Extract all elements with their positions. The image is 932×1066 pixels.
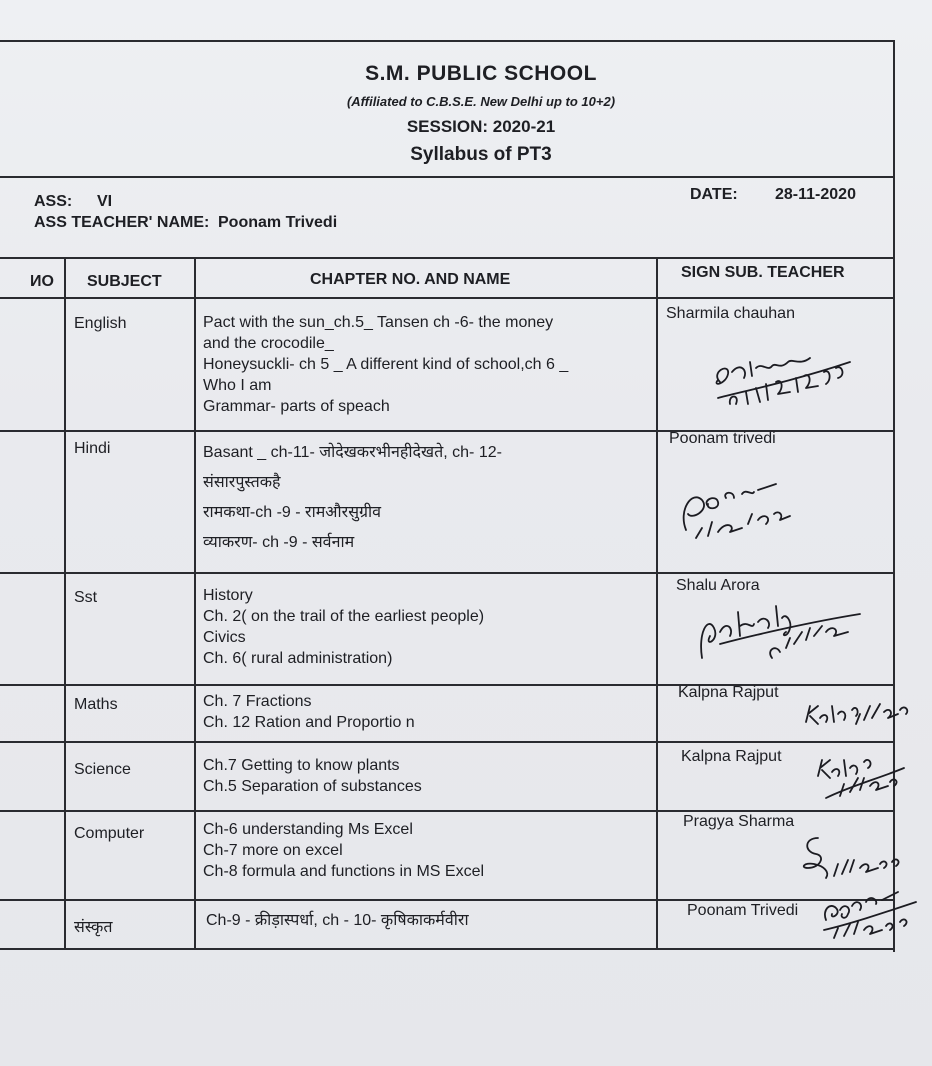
- column-divider: [194, 257, 196, 950]
- column-header-no: ИO: [30, 273, 54, 290]
- teacher-name: Poonam trivedi: [669, 430, 776, 447]
- teacher-signature: [672, 470, 802, 550]
- chapter-line: Ch. 7 Fractions: [203, 693, 312, 710]
- chapter-line: Ch.5 Separation of substances: [203, 778, 422, 795]
- chapter-line: संसारपुस्तकहै: [203, 474, 281, 491]
- teacher-name: Shalu Arora: [676, 577, 760, 594]
- subject-cell: संस्कृत: [74, 919, 113, 936]
- table-bottom-border: [0, 948, 895, 950]
- subject-cell: English: [74, 315, 127, 332]
- chapter-line: Ch. 12 Ration and Proportio n: [203, 714, 415, 731]
- chapter-cell: [203, 438, 653, 558]
- chapter-line: and the crocodile_: [203, 335, 334, 352]
- chapter-line: Ch-8 formula and functions in MS Excel: [203, 863, 485, 880]
- column-divider: [64, 257, 66, 950]
- date-label: DATE:: [690, 186, 738, 203]
- header-row-border: [0, 297, 895, 299]
- class-teacher-label: ASS TEACHER' NAME:: [34, 214, 210, 231]
- chapter-cell: [203, 755, 653, 797]
- teacher-name: Sharmila chauhan: [666, 305, 795, 322]
- chapter-cell: [203, 585, 653, 669]
- chapter-cell: [206, 910, 656, 931]
- teacher-name: Kalpna Rajput: [681, 748, 782, 765]
- chapter-line: Basant _ ch-11- जोदेखकरभीनहीदेखते, ch- 12-: [203, 444, 502, 461]
- teacher-name: Pragya Sharma: [683, 813, 795, 830]
- subject-cell: Hindi: [74, 440, 111, 457]
- teacher-signature: [810, 738, 910, 802]
- column-header-subject: SUBJECT: [87, 273, 162, 290]
- chapter-line: Who I am: [203, 377, 272, 394]
- chapter-line: Ch. 6( rural administration): [203, 650, 393, 667]
- row-border: [0, 810, 895, 812]
- school-name: S.M. PUBLIC SCHOOL: [365, 62, 597, 85]
- subject-cell: Science: [74, 761, 131, 778]
- teacher-name: Kalpna Rajput: [678, 684, 779, 701]
- row-border: [0, 572, 895, 574]
- chapter-line: Pact with the sun_ch.5_ Tansen ch -6- the money: [203, 314, 554, 331]
- chapter-cell: [203, 691, 653, 733]
- teacher-signature: [690, 592, 890, 670]
- chapter-cell: [203, 312, 653, 417]
- chapter-line: History: [203, 587, 253, 604]
- chapter-line: Ch-9 - क्रीड़ास्पर्धा, ch - 10- कृषिकाकर्मवीरा: [206, 912, 469, 929]
- subject-cell: Computer: [74, 825, 145, 842]
- chapter-line: Ch. 2( on the trail of the earliest people): [203, 608, 485, 625]
- affiliation-line: (Affiliated to C.B.S.E. New Delhi up to 10+2): [346, 94, 616, 109]
- chapter-line: Honeysuckli- ch 5 _ A different kind of school,ch 6 _: [203, 356, 569, 373]
- chapter-line: व्याकरण- ch -9 - सर्वनाम: [203, 534, 355, 551]
- chapter-cell: [203, 819, 653, 882]
- chapter-line: Ch-6 understanding Ms Excel: [203, 821, 413, 838]
- teacher-signature: [820, 880, 925, 944]
- column-header-chapter: CHAPTER NO. AND NAME: [310, 271, 511, 288]
- teacher-signature: [800, 684, 915, 736]
- subject-cell: Sst: [74, 589, 98, 606]
- class-value: VI: [97, 193, 113, 210]
- row-border: [0, 741, 895, 743]
- column-header-sign: SIGN SUB. TEACHER: [681, 264, 845, 281]
- subject-cell: Maths: [74, 696, 118, 713]
- column-divider: [656, 257, 658, 950]
- chapter-line: Grammar- parts of speach: [203, 398, 390, 415]
- chapter-line: रामकथा-ch -9 - रामऔरसुग्रीव: [203, 504, 382, 521]
- date-value: 28-11-2020: [775, 186, 856, 203]
- class-label: ASS:: [34, 193, 73, 210]
- class-teacher-value: Poonam Trivedi: [218, 214, 338, 231]
- chapter-line: Civics: [203, 629, 246, 646]
- row-border: [0, 899, 895, 901]
- header-divider: [0, 176, 895, 178]
- chapter-line: Ch.7 Getting to know plants: [203, 757, 400, 774]
- teacher-signature: [700, 332, 880, 412]
- table-top-border: [0, 257, 895, 259]
- session-line: SESSION: 2020-21: [406, 117, 556, 136]
- teacher-name: Poonam Trivedi: [687, 902, 799, 919]
- chapter-line: Ch-7 more on excel: [203, 842, 343, 859]
- document-title: Syllabus of PT3: [410, 144, 552, 165]
